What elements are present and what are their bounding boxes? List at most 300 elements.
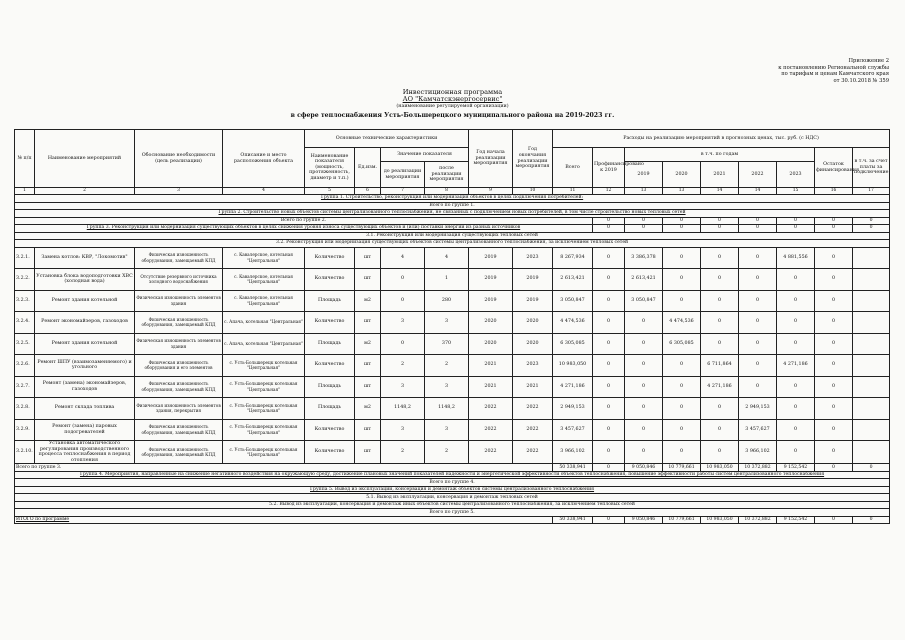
cell-fee xyxy=(853,290,890,312)
cell-y2021: 0 xyxy=(701,333,739,355)
appendix-line: к постановлению Региональной службы xyxy=(778,64,889,71)
group2-zero: 0 xyxy=(853,217,890,225)
cell-indicator: Количество xyxy=(305,441,355,464)
cell-total: 4 271,186 xyxy=(553,376,593,398)
gt-fee: 0 xyxy=(853,516,890,524)
cell-y2019: 0 xyxy=(625,333,663,355)
header-incl-fee: в т.ч. за счет платы за подключение xyxy=(853,148,890,188)
cell-total: 3 966,102 xyxy=(553,441,593,464)
cell-indicator: Площадь xyxy=(305,376,355,398)
cell-y2022: 0 xyxy=(739,290,777,312)
group1-title: Группа 1. Строительство, реконструкция или модернизация объектов в целях подключения потребителей: xyxy=(15,195,890,203)
cell-y2020: 0 xyxy=(663,376,701,398)
cell-indicator: Площадь xyxy=(305,333,355,355)
column-number: 5 xyxy=(305,188,355,195)
cell-total: 4 474,536 xyxy=(553,312,593,334)
header-after: после реализации мероприятия xyxy=(425,162,469,188)
header-name: Наименование мероприятий xyxy=(35,130,135,188)
cell-before: 0 xyxy=(381,290,425,312)
cell-fee xyxy=(853,376,890,398)
table-row xyxy=(15,355,890,377)
cell-fin: 0 xyxy=(593,398,625,420)
cell-rem: 0 xyxy=(815,247,853,269)
cell-name: Ремонт (замена) паровых подогревателей xyxy=(35,419,135,441)
group3-zero: 0 xyxy=(739,225,777,233)
group2-zero: 0 xyxy=(701,217,739,225)
cell-after: 3 xyxy=(425,312,469,334)
group2-total-row xyxy=(15,217,890,225)
cell-y2020: 0 xyxy=(663,290,701,312)
cell-place: с. Кавалерское, котельная "Центральная" xyxy=(223,247,305,269)
cell-end: 2023 xyxy=(513,247,553,269)
cell-unit: м2 xyxy=(355,290,381,312)
cell-before: 1148,2 xyxy=(381,398,425,420)
header-y2023: 2023 xyxy=(777,162,815,188)
cell-fee xyxy=(853,441,890,464)
g3-y2020: 10 779,661 xyxy=(663,464,701,472)
table-row xyxy=(15,312,890,334)
investment-table xyxy=(14,129,890,524)
group3-title-row xyxy=(15,225,890,233)
cell-y2021: 0 xyxy=(701,398,739,420)
cell-y2022: 0 xyxy=(739,247,777,269)
cell-y2020: 0 xyxy=(663,441,701,464)
cell-name: Ремонт (замена) экономайзеров, газоходов xyxy=(35,376,135,398)
cell-indicator: Количество xyxy=(305,312,355,334)
gt-fin: 0 xyxy=(593,516,625,524)
cell-fee xyxy=(853,419,890,441)
cell-unit: шт xyxy=(355,312,381,334)
column-number: 6 xyxy=(355,188,381,195)
cell-fin: 0 xyxy=(593,419,625,441)
group5-sub2: 5.2. Вывод из эксплуатации, консервация и демонтаж иных объектов системы централизованного теплоснабжения, за исключением тепловых сетей xyxy=(15,501,890,509)
group3-zero: 0 xyxy=(815,225,853,233)
group3-zero: 0 xyxy=(663,225,701,233)
cell-y2022: 3 457,627 xyxy=(739,419,777,441)
cell-unit: шт xyxy=(355,247,381,269)
header-before: до реализации мероприятия xyxy=(381,162,425,188)
cell-y2020: 6 305,085 xyxy=(663,333,701,355)
gt-total: 50 338,941 xyxy=(553,516,593,524)
cell-indicator: Площадь xyxy=(305,398,355,420)
cell-before: 3 xyxy=(381,419,425,441)
appendix-line: Приложение 2 xyxy=(848,58,889,64)
cell-end: 2023 xyxy=(513,355,553,377)
cell-y2021: 6 711,864 xyxy=(701,355,739,377)
table-row xyxy=(15,376,890,398)
header-value: Значение показателя xyxy=(381,148,469,162)
cell-y2021: 0 xyxy=(701,441,739,464)
cell-no: 3.2.9. xyxy=(15,419,35,441)
g3-rem: 0 xyxy=(815,464,853,472)
cell-y2019: 3 386,378 xyxy=(625,247,663,269)
cell-y2019: 0 xyxy=(625,441,663,464)
header-y2019: 2019 xyxy=(625,162,663,188)
column-number: 14 xyxy=(701,188,739,195)
cell-after: 1148,2 xyxy=(425,398,469,420)
cell-place: с. Усть-Большерецк котельная "Центральная" xyxy=(223,355,305,377)
cell-y2023: 0 xyxy=(777,312,815,334)
appendix-line: от 30.10.2018 № 359 xyxy=(833,77,889,84)
cell-end: 2022 xyxy=(513,419,553,441)
gt-y2023: 9 152,542 xyxy=(777,516,815,524)
cell-fee xyxy=(853,333,890,355)
header-y2020: 2020 xyxy=(663,162,701,188)
column-number: 9 xyxy=(469,188,513,195)
grand-total-row xyxy=(15,516,890,524)
cell-unit: шт xyxy=(355,376,381,398)
group2-zero: 0 xyxy=(739,217,777,225)
cell-y2019: 0 xyxy=(625,312,663,334)
cell-y2020: 0 xyxy=(663,355,701,377)
cell-no: 3.2.6. xyxy=(15,355,35,377)
cell-indicator: Площадь xyxy=(305,290,355,312)
g3-y2023: 9 152,542 xyxy=(777,464,815,472)
cell-y2023: 4 271,186 xyxy=(777,355,815,377)
cell-name: Ремонт ШПУ (взаимозаменяемого) и угольного xyxy=(35,355,135,377)
cell-no: 3.2.3. xyxy=(15,290,35,312)
cell-place: с. Кавалерское, котельная "Центральная" xyxy=(223,269,305,291)
column-number: 11 xyxy=(553,188,593,195)
cell-reason: Физическая изношенность элементов здания, перекрытия xyxy=(135,398,223,420)
cell-y2022: 0 xyxy=(739,312,777,334)
g3-fin: 0 xyxy=(593,464,625,472)
grand-total-label: ИТОГО по программе xyxy=(15,516,553,524)
cell-after: 2 xyxy=(425,441,469,464)
cell-y2021: 0 xyxy=(701,269,739,291)
g3-y2022: 10 372,882 xyxy=(739,464,777,472)
cell-rem: 0 xyxy=(815,441,853,464)
cell-name: Ремонт здания котельной xyxy=(35,333,135,355)
cell-reason: Физическая изношенность оборудования, замещаемый КПД xyxy=(135,376,223,398)
cell-total: 3 050,847 xyxy=(553,290,593,312)
cell-fee xyxy=(853,269,890,291)
cell-place: с. Апача, котельная "Центральная" xyxy=(223,312,305,334)
cell-y2021: 0 xyxy=(701,419,739,441)
cell-end: 2021 xyxy=(513,376,553,398)
g3-y2019: 9 050,846 xyxy=(625,464,663,472)
cell-start: 2020 xyxy=(469,312,513,334)
cell-fin: 0 xyxy=(593,247,625,269)
cell-total: 2 949,153 xyxy=(553,398,593,420)
cell-total: 3 457,627 xyxy=(553,419,593,441)
cell-before: 3 xyxy=(381,312,425,334)
table-row xyxy=(15,269,890,291)
g3-fee: 0 xyxy=(853,464,890,472)
cell-before: 2 xyxy=(381,355,425,377)
cell-end: 2020 xyxy=(513,312,553,334)
cell-y2023: 0 xyxy=(777,269,815,291)
header-costs: Расходы на реализацию мероприятий в прогнозных ценах, тыс. руб. (с НДС) xyxy=(553,130,890,148)
cell-indicator: Количество xyxy=(305,269,355,291)
cell-rem: 0 xyxy=(815,376,853,398)
cell-name: Установка автоматического регулирования производственного процесса теплоснабжения в период отопления xyxy=(35,441,135,464)
cell-end: 2022 xyxy=(513,398,553,420)
cell-before: 0 xyxy=(381,269,425,291)
group3-zero: 0 xyxy=(777,225,815,233)
cell-before: 0 xyxy=(381,333,425,355)
cell-indicator: Количество xyxy=(305,247,355,269)
cell-place: с. Усть-Большерецк котельная "Центральная" xyxy=(223,376,305,398)
cell-fin: 0 xyxy=(593,312,625,334)
cell-reason: Отсутствие резервного источника холодного водоснабжения xyxy=(135,269,223,291)
cell-y2020: 0 xyxy=(663,269,701,291)
column-number: 15 xyxy=(777,188,815,195)
group5-title: Группа 5. Вывод из эксплуатации, консервация и демонтаж объектов системы централизованного теплоснабжения xyxy=(15,486,890,494)
cell-fee xyxy=(853,355,890,377)
cell-after: 4 xyxy=(425,247,469,269)
cell-name: Ремонт здания котельной xyxy=(35,290,135,312)
group3-zero: 0 xyxy=(593,225,625,233)
group3-zero: 0 xyxy=(853,225,890,233)
cell-total: 2 613,421 xyxy=(553,269,593,291)
cell-y2020: 0 xyxy=(663,419,701,441)
cell-no: 3.2.1. xyxy=(15,247,35,269)
cell-start: 2019 xyxy=(469,290,513,312)
group3-total-row xyxy=(15,464,890,472)
column-number: 16 xyxy=(815,188,853,195)
cell-y2021: 0 xyxy=(701,247,739,269)
cell-name: Ремонт склада топлива xyxy=(35,398,135,420)
cell-rem: 0 xyxy=(815,398,853,420)
cell-after: 3 xyxy=(425,419,469,441)
cell-reason: Физическая изношенность элементов здания xyxy=(135,333,223,355)
group5-sub1: 5.1. Вывод из эксплуатации, консервация и демонтаж тепловых сетей xyxy=(15,494,890,502)
table-row xyxy=(15,247,890,269)
table-row xyxy=(15,333,890,355)
cell-place: с. Апача, котельная "Центральная" xyxy=(223,333,305,355)
group2-zero: 0 xyxy=(593,217,625,225)
group3-sub1: 3.1. Реконструкция или модернизация существующих тепловых сетей xyxy=(15,232,890,240)
appendix-line: по тарифам и ценам Камчатского края xyxy=(781,71,889,78)
group5-total: Всего по группе 5. xyxy=(15,509,890,517)
gt-y2020: 10 779,661 xyxy=(663,516,701,524)
cell-rem: 0 xyxy=(815,312,853,334)
cell-before: 3 xyxy=(381,376,425,398)
cell-start: 2021 xyxy=(469,355,513,377)
column-number: 1 xyxy=(15,188,35,195)
cell-after: 2 xyxy=(425,355,469,377)
cell-y2019: 0 xyxy=(625,355,663,377)
column-number: 2 xyxy=(35,188,135,195)
cell-end: 2019 xyxy=(513,290,553,312)
cell-rem: 0 xyxy=(815,419,853,441)
header-y2022: 2022 xyxy=(739,162,777,188)
cell-rem: 0 xyxy=(815,355,853,377)
group2-title: Группа 2. Строительство новых объектов системы централизованного теплоснабжения, не связанных с подключением новых потребителей, в том числе строительство новых тепловых сетей xyxy=(15,210,890,218)
column-number: 13 xyxy=(625,188,663,195)
cell-no: 3.2.4. xyxy=(15,312,35,334)
header-y2021: 2021 xyxy=(701,162,739,188)
cell-y2021: 0 xyxy=(701,290,739,312)
cell-place: с. Усть-Большерецк котельная "Центральная" xyxy=(223,419,305,441)
cell-y2022: 0 xyxy=(739,355,777,377)
cell-total: 6 305,085 xyxy=(553,333,593,355)
group3-total-label: Всего по группе 3. xyxy=(15,464,553,472)
cell-end: 2019 xyxy=(513,269,553,291)
header-total: Всего xyxy=(553,148,593,188)
group3-zero: 0 xyxy=(625,225,663,233)
cell-fin: 0 xyxy=(593,290,625,312)
column-number: 12 xyxy=(593,188,625,195)
cell-fee xyxy=(853,247,890,269)
cell-unit: шт xyxy=(355,441,381,464)
group3-sub2: 3.2. Реконструкция или модернизация существующих объектов системы централизованного теплоснабжения, за исключением тепловых сетей xyxy=(15,240,890,248)
cell-unit: шт xyxy=(355,269,381,291)
g3-y2021: 10 983,050 xyxy=(701,464,739,472)
cell-y2022: 0 xyxy=(739,333,777,355)
program-title: Инвестиционная программа xyxy=(402,88,503,96)
cell-fee xyxy=(853,312,890,334)
group2-zero: 0 xyxy=(815,217,853,225)
cell-start: 2019 xyxy=(469,269,513,291)
group2-zero: 0 xyxy=(777,217,815,225)
cell-start: 2020 xyxy=(469,333,513,355)
cell-reason: Физическая изношенность оборудования, замещаемый КПД xyxy=(135,441,223,464)
header-end-year: Год окончания реализации мероприятия xyxy=(513,130,553,188)
cell-after: 370 xyxy=(425,333,469,355)
cell-y2022: 0 xyxy=(739,376,777,398)
cell-start: 2021 xyxy=(469,376,513,398)
gt-y2022: 10 372,882 xyxy=(739,516,777,524)
column-number: 7 xyxy=(381,188,425,195)
header-indicator: Наименование показателя (мощность, протяженность, диаметр и т.п.) xyxy=(305,148,355,188)
group2-total-label: Всего по группе 2. xyxy=(15,217,593,225)
cell-reason: Физическая изношенность элементов здания xyxy=(135,290,223,312)
column-number: 3 xyxy=(135,188,223,195)
group2-zero: 0 xyxy=(625,217,663,225)
cell-no: 3.2.8. xyxy=(15,398,35,420)
header-unit: Ед.изм. xyxy=(355,148,381,188)
cell-after: 280 xyxy=(425,290,469,312)
cell-total: 8 267,934 xyxy=(553,247,593,269)
cell-reason: Физическая изношенность оборудования, замещаемый КПД xyxy=(135,312,223,334)
cell-unit: м2 xyxy=(355,333,381,355)
gt-rem: 0 xyxy=(815,516,853,524)
group4-title: Группа 4. Мероприятия, направленные на снижение негативного воздействия на окружающую среду, достижение плановых значений показателей надежности и энергетической эффективности объектов теплоснабжения, повышение эффективности работы систем централизованного теплоснабжения xyxy=(15,471,890,479)
cell-fin: 0 xyxy=(593,269,625,291)
cell-y2019: 3 050,847 xyxy=(625,290,663,312)
cell-y2022: 0 xyxy=(739,269,777,291)
appendix-note xyxy=(729,58,889,84)
cell-y2023: 0 xyxy=(777,376,815,398)
organization-name: АО "Камчатскэнергосервис" xyxy=(402,95,503,103)
column-number: 4 xyxy=(223,188,305,195)
column-number: 8 xyxy=(425,188,469,195)
cell-end: 2020 xyxy=(513,333,553,355)
cell-no: 3.2.10. xyxy=(15,441,35,464)
cell-unit: шт xyxy=(355,419,381,441)
cell-place: с. Кавалерское, котельная "Центральная" xyxy=(223,290,305,312)
header-start-year: Год начала реализации мероприятия xyxy=(469,130,513,188)
cell-fee xyxy=(853,398,890,420)
cell-reason: Физическая изношенность оборудования, замещаемый КПД xyxy=(135,419,223,441)
cell-fin: 0 xyxy=(593,441,625,464)
cell-before: 2 xyxy=(381,441,425,464)
header-place: Описание и место расположения объекта xyxy=(223,130,305,188)
cell-fin: 0 xyxy=(593,355,625,377)
cell-indicator: Количество xyxy=(305,355,355,377)
cell-start: 2022 xyxy=(469,419,513,441)
cell-rem: 0 xyxy=(815,333,853,355)
cell-start: 2019 xyxy=(469,247,513,269)
cell-y2020: 4 474,536 xyxy=(663,312,701,334)
cell-y2022: 2 949,153 xyxy=(739,398,777,420)
cell-y2019: 2 613,421 xyxy=(625,269,663,291)
cell-no: 3.2.5. xyxy=(15,333,35,355)
header-no: № п/п xyxy=(15,130,35,188)
cell-fin: 0 xyxy=(593,333,625,355)
cell-unit: шт xyxy=(355,355,381,377)
group2-zero: 0 xyxy=(663,217,701,225)
cell-after: 1 xyxy=(425,269,469,291)
cell-y2021: 4 271,186 xyxy=(701,376,739,398)
cell-reason: Физическая изношенность оборудования и его элементов xyxy=(135,355,223,377)
cell-no: 3.2.7. xyxy=(15,376,35,398)
cell-y2021: 0 xyxy=(701,312,739,334)
group1-total: Всего по группе 1. xyxy=(15,202,890,210)
group3-zero: 0 xyxy=(701,225,739,233)
column-number: 17 xyxy=(853,188,890,195)
group4-total: Всего по группе 4. xyxy=(15,479,890,487)
gt-y2019: 9 050,846 xyxy=(625,516,663,524)
cell-indicator: Количество xyxy=(305,419,355,441)
table-row xyxy=(15,398,890,420)
header-financed: Профинансировано к 2019 xyxy=(593,148,625,188)
cell-y2023: 0 xyxy=(777,441,815,464)
cell-y2020: 0 xyxy=(663,398,701,420)
cell-rem: 0 xyxy=(815,290,853,312)
table-row xyxy=(15,419,890,441)
table-row xyxy=(15,441,890,464)
cell-name: Установка блока водоподготовки ХВС (холодная вода) xyxy=(35,269,135,291)
cell-place: с. Усть-Большерецк котельная "Центральная" xyxy=(223,441,305,464)
cell-fin: 0 xyxy=(593,376,625,398)
cell-y2019: 0 xyxy=(625,398,663,420)
organization-note: (наименование регулируемой организации) xyxy=(396,104,509,109)
cell-name: Ремонт экономайзеров, газоходов xyxy=(35,312,135,334)
cell-no: 3.2.2. xyxy=(15,269,35,291)
cell-name: Замена котлов: КВР, "Локомотив" xyxy=(35,247,135,269)
cell-y2023: 0 xyxy=(777,419,815,441)
cell-y2023: 0 xyxy=(777,333,815,355)
cell-end: 2022 xyxy=(513,441,553,464)
cell-y2023: 4 881,556 xyxy=(777,247,815,269)
cell-y2023: 0 xyxy=(777,398,815,420)
cell-rem: 0 xyxy=(815,269,853,291)
cell-before: 4 xyxy=(381,247,425,269)
table-row xyxy=(15,290,890,312)
cell-y2020: 0 xyxy=(663,247,701,269)
cell-start: 2022 xyxy=(469,398,513,420)
cell-unit: м2 xyxy=(355,398,381,420)
column-number: 13 xyxy=(663,188,701,195)
cell-y2023: 0 xyxy=(777,290,815,312)
header-tech: Основные технические характеристики xyxy=(305,130,469,148)
cell-y2019: 0 xyxy=(625,376,663,398)
cell-total: 10 983,050 xyxy=(553,355,593,377)
cell-after: 3 xyxy=(425,376,469,398)
header-incl-years: в т.ч. по годам xyxy=(625,148,815,162)
gt-y2021: 10 983,050 xyxy=(701,516,739,524)
g3-total: 50 338,941 xyxy=(553,464,593,472)
cell-y2022: 3 966,102 xyxy=(739,441,777,464)
column-number: 14 xyxy=(739,188,777,195)
cell-y2019: 0 xyxy=(625,419,663,441)
cell-start: 2022 xyxy=(469,441,513,464)
cell-reason: Физическая изношенность оборудования, замещаемый КПД xyxy=(135,247,223,269)
header-remainder: Остаток финансирования xyxy=(815,148,853,188)
